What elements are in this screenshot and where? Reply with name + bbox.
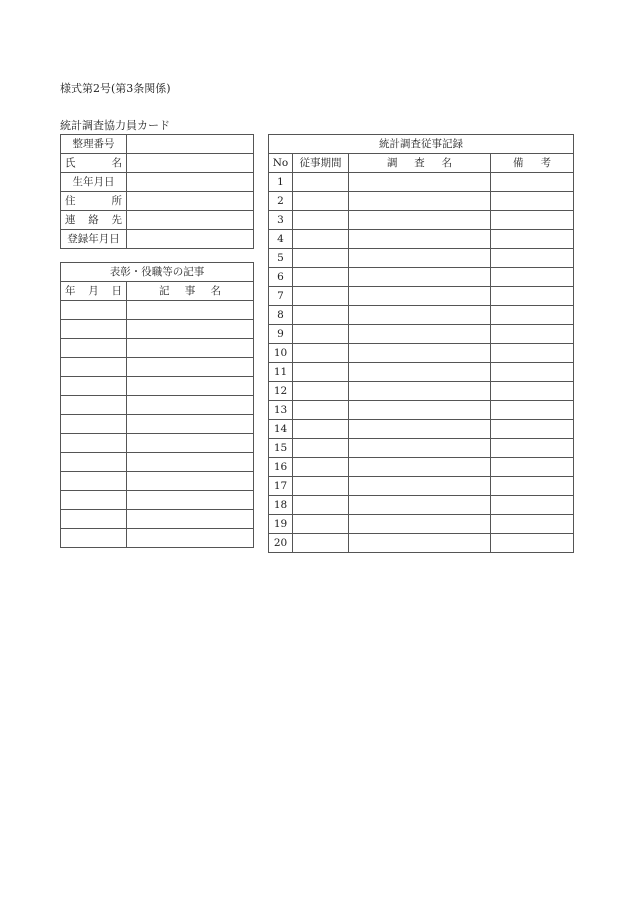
award-cell-date[interactable] <box>61 415 127 434</box>
survey-col-note: 備 考 <box>491 154 574 173</box>
survey-cell-note[interactable] <box>491 458 574 477</box>
survey-cell-period[interactable] <box>293 363 349 382</box>
survey-col-period: 従事期間 <box>293 154 349 173</box>
survey-row <box>269 173 574 192</box>
label-name: 氏 名 <box>61 154 127 173</box>
award-row <box>61 358 254 377</box>
survey-cell-period[interactable] <box>293 496 349 515</box>
survey-row <box>269 382 574 401</box>
award-row <box>61 453 254 472</box>
survey-row <box>269 287 574 306</box>
row-id <box>61 135 254 154</box>
survey-row-number: 7 <box>269 287 293 306</box>
survey-row <box>269 496 574 515</box>
row-contact <box>61 211 254 230</box>
survey-row-number: 15 <box>269 439 293 458</box>
value-registered[interactable] <box>127 230 254 249</box>
survey-row <box>269 230 574 249</box>
value-address[interactable] <box>127 192 254 211</box>
survey-cell-name[interactable] <box>349 325 491 344</box>
survey-cell-period[interactable] <box>293 249 349 268</box>
survey-row-number: 6 <box>269 268 293 287</box>
value-birth[interactable] <box>127 173 254 192</box>
survey-row <box>269 344 574 363</box>
award-title-row <box>61 263 254 282</box>
award-cell-date[interactable] <box>61 510 127 529</box>
row-address <box>61 192 254 211</box>
survey-title-row <box>269 135 574 154</box>
survey-row-number: 5 <box>269 249 293 268</box>
label-address: 住 所 <box>61 192 127 211</box>
award-cell-desc[interactable] <box>127 472 254 491</box>
survey-col-name: 調 査 名 <box>349 154 491 173</box>
survey-row-number: 8 <box>269 306 293 325</box>
award-cell-date[interactable] <box>61 320 127 339</box>
award-row <box>61 415 254 434</box>
survey-cell-name[interactable] <box>349 401 491 420</box>
survey-cell-period[interactable] <box>293 306 349 325</box>
award-cell-date[interactable] <box>61 434 127 453</box>
survey-row-number: 14 <box>269 420 293 439</box>
survey-cell-note[interactable] <box>491 382 574 401</box>
survey-row-number: 17 <box>269 477 293 496</box>
survey-row <box>269 363 574 382</box>
row-name <box>61 154 254 173</box>
survey-cell-name[interactable] <box>349 439 491 458</box>
survey-row-number: 11 <box>269 363 293 382</box>
award-cell-desc[interactable] <box>127 396 254 415</box>
survey-row <box>269 458 574 477</box>
survey-cell-period[interactable] <box>293 515 349 534</box>
row-registered <box>61 230 254 249</box>
survey-cell-name[interactable] <box>349 363 491 382</box>
survey-row <box>269 477 574 496</box>
value-name[interactable] <box>127 154 254 173</box>
survey-cell-note[interactable] <box>491 439 574 458</box>
award-row <box>61 491 254 510</box>
survey-cell-period[interactable] <box>293 477 349 496</box>
survey-row-number: 18 <box>269 496 293 515</box>
survey-row <box>269 534 574 553</box>
award-cell-date[interactable] <box>61 377 127 396</box>
survey-cell-period[interactable] <box>293 211 349 230</box>
survey-cell-period[interactable] <box>293 287 349 306</box>
award-cell-desc[interactable] <box>127 377 254 396</box>
survey-cell-note[interactable] <box>491 230 574 249</box>
survey-cell-name[interactable] <box>349 496 491 515</box>
survey-row <box>269 401 574 420</box>
award-cell-desc[interactable] <box>127 339 254 358</box>
info-table <box>60 134 254 249</box>
award-cell-date[interactable] <box>61 358 127 377</box>
award-cell-desc[interactable] <box>127 415 254 434</box>
award-row <box>61 320 254 339</box>
award-col-date: 年 月 日 <box>61 282 127 301</box>
survey-cell-name[interactable] <box>349 306 491 325</box>
survey-cell-name[interactable] <box>349 477 491 496</box>
survey-row-number: 1 <box>269 173 293 192</box>
survey-row <box>269 515 574 534</box>
survey-row <box>269 211 574 230</box>
value-id[interactable] <box>127 135 254 154</box>
survey-cell-period[interactable] <box>293 401 349 420</box>
survey-row <box>269 420 574 439</box>
award-header-row <box>61 282 254 301</box>
label-id: 整理番号 <box>61 135 127 154</box>
survey-cell-note[interactable] <box>491 363 574 382</box>
survey-cell-period[interactable] <box>293 534 349 553</box>
survey-cell-period[interactable] <box>293 230 349 249</box>
survey-cell-note[interactable] <box>491 496 574 515</box>
survey-row-number: 10 <box>269 344 293 363</box>
award-cell-date[interactable] <box>61 529 127 548</box>
survey-row-number: 13 <box>269 401 293 420</box>
survey-table <box>268 134 574 553</box>
survey-cell-name[interactable] <box>349 382 491 401</box>
survey-cell-name[interactable] <box>349 268 491 287</box>
survey-cell-period[interactable] <box>293 268 349 287</box>
award-cell-desc[interactable] <box>127 358 254 377</box>
award-cell-desc[interactable] <box>127 434 254 453</box>
award-cell-desc[interactable] <box>127 320 254 339</box>
survey-cell-note[interactable] <box>491 534 574 553</box>
award-table <box>60 262 254 548</box>
survey-row-number: 16 <box>269 458 293 477</box>
survey-cell-name[interactable] <box>349 249 491 268</box>
award-cell-date[interactable] <box>61 472 127 491</box>
survey-row-number: 3 <box>269 211 293 230</box>
label-contact: 連 絡 先 <box>61 211 127 230</box>
survey-cell-note[interactable] <box>491 268 574 287</box>
survey-cell-period[interactable] <box>293 344 349 363</box>
survey-row-number: 4 <box>269 230 293 249</box>
survey-cell-period[interactable] <box>293 458 349 477</box>
award-title: 表彰・役職等の記事 <box>61 263 254 282</box>
survey-cell-name[interactable] <box>349 534 491 553</box>
value-contact[interactable] <box>127 211 254 230</box>
survey-header-row <box>269 154 574 173</box>
award-cell-desc[interactable] <box>127 510 254 529</box>
award-cell-date[interactable] <box>61 453 127 472</box>
survey-cell-note[interactable] <box>491 477 574 496</box>
survey-cell-note[interactable] <box>491 401 574 420</box>
survey-row <box>269 439 574 458</box>
survey-cell-name[interactable] <box>349 230 491 249</box>
award-cell-desc[interactable] <box>127 301 254 320</box>
survey-cell-name[interactable] <box>349 344 491 363</box>
survey-cell-note[interactable] <box>491 173 574 192</box>
survey-cell-period[interactable] <box>293 382 349 401</box>
survey-row <box>269 306 574 325</box>
award-cell-date[interactable] <box>61 339 127 358</box>
survey-cell-period[interactable] <box>293 325 349 344</box>
survey-cell-name[interactable] <box>349 192 491 211</box>
award-row <box>61 301 254 320</box>
card-title: 統計調査協力員カード <box>60 119 170 132</box>
survey-row <box>269 249 574 268</box>
award-row <box>61 434 254 453</box>
label-registered: 登録年月日 <box>61 230 127 249</box>
survey-cell-note[interactable] <box>491 211 574 230</box>
survey-cell-period[interactable] <box>293 439 349 458</box>
survey-cell-name[interactable] <box>349 458 491 477</box>
survey-cell-note[interactable] <box>491 192 574 211</box>
survey-cell-note[interactable] <box>491 306 574 325</box>
award-row <box>61 339 254 358</box>
award-cell-date[interactable] <box>61 491 127 510</box>
survey-row-number: 12 <box>269 382 293 401</box>
survey-cell-period[interactable] <box>293 192 349 211</box>
row-birth <box>61 173 254 192</box>
award-cell-desc[interactable] <box>127 491 254 510</box>
survey-row <box>269 325 574 344</box>
survey-col-no: No <box>269 154 293 173</box>
survey-row-number: 20 <box>269 534 293 553</box>
award-row <box>61 529 254 548</box>
award-cell-date[interactable] <box>61 301 127 320</box>
survey-cell-name[interactable] <box>349 420 491 439</box>
survey-cell-period[interactable] <box>293 173 349 192</box>
survey-cell-period[interactable] <box>293 420 349 439</box>
award-col-desc: 記 事 名 <box>127 282 254 301</box>
award-cell-date[interactable] <box>61 396 127 415</box>
survey-cell-name[interactable] <box>349 173 491 192</box>
award-row <box>61 472 254 491</box>
survey-title: 統計調査従事記録 <box>269 135 574 154</box>
survey-cell-note[interactable] <box>491 325 574 344</box>
survey-cell-note[interactable] <box>491 249 574 268</box>
survey-row-number: 2 <box>269 192 293 211</box>
survey-cell-note[interactable] <box>491 515 574 534</box>
award-row <box>61 396 254 415</box>
survey-cell-name[interactable] <box>349 211 491 230</box>
survey-row <box>269 268 574 287</box>
survey-cell-name[interactable] <box>349 515 491 534</box>
survey-cell-note[interactable] <box>491 344 574 363</box>
survey-cell-note[interactable] <box>491 287 574 306</box>
survey-cell-note[interactable] <box>491 420 574 439</box>
award-cell-desc[interactable] <box>127 453 254 472</box>
form-number: 様式第2号(第3条関係) <box>60 82 171 95</box>
award-row <box>61 377 254 396</box>
award-cell-desc[interactable] <box>127 529 254 548</box>
award-row <box>61 510 254 529</box>
survey-row <box>269 192 574 211</box>
survey-cell-name[interactable] <box>349 287 491 306</box>
survey-row-number: 19 <box>269 515 293 534</box>
survey-row-number: 9 <box>269 325 293 344</box>
label-birth: 生年月日 <box>61 173 127 192</box>
